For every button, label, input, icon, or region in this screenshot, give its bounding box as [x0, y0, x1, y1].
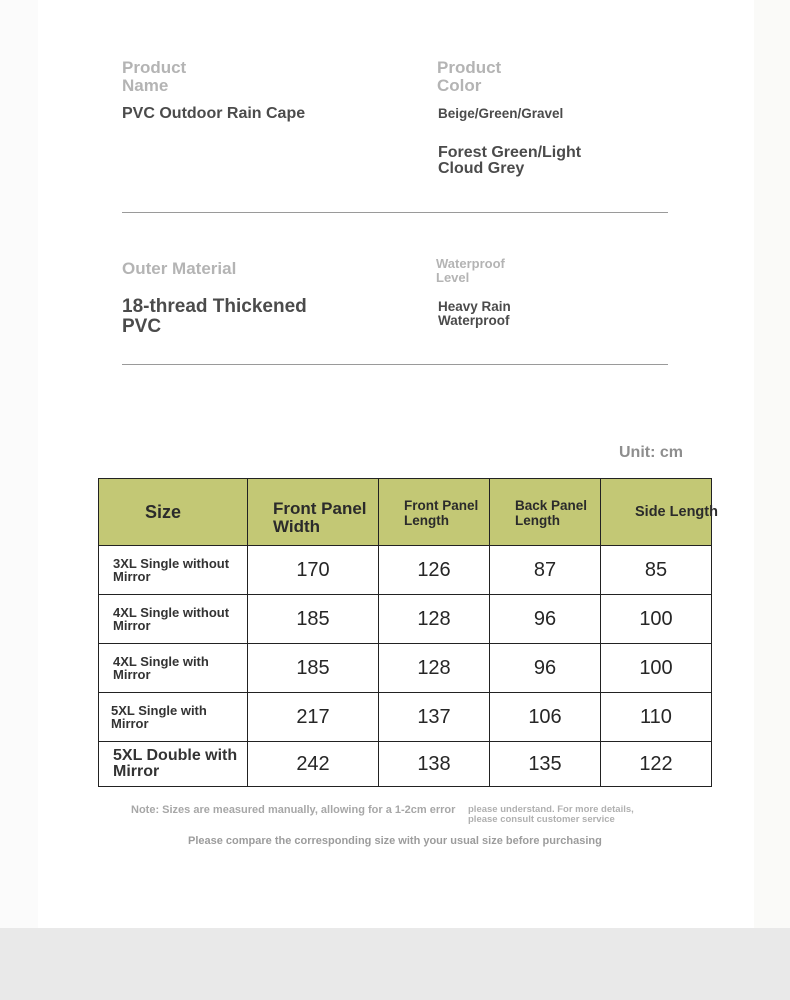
side-length-cell: 85	[601, 546, 712, 595]
size-cell: 5XL Single with Mirror	[99, 693, 248, 742]
front-panel-width-cell: 185	[248, 644, 379, 693]
back-panel-length-cell: 96	[490, 644, 601, 693]
front-panel-length-cell: 126	[379, 546, 490, 595]
front-panel-length-cell: 138	[379, 742, 490, 787]
side-length-cell: 100	[601, 595, 712, 644]
header-front-panel-width: Front Panel Width	[248, 479, 379, 546]
sheet-right-margin	[754, 0, 790, 928]
table-row	[99, 693, 712, 742]
sheet-left-margin	[0, 0, 38, 928]
front-panel-width-cell: 217	[248, 693, 379, 742]
waterproof-level-label: Waterproof Level	[436, 256, 505, 285]
product-name-label: Product Name	[122, 58, 187, 95]
table-row	[99, 546, 712, 595]
back-panel-length-cell: 135	[490, 742, 601, 787]
divider	[122, 364, 668, 365]
size-table	[98, 478, 718, 787]
header-front-panel-length: Front Panel Length	[379, 479, 490, 546]
product-name-value: PVC Outdoor Rain Cape	[122, 105, 306, 122]
front-panel-width-cell: 170	[248, 546, 379, 595]
outer-material-value: 18-thread Thickened PVC	[122, 296, 307, 337]
header-size: Size	[99, 479, 248, 546]
unit-label: Unit: cm	[619, 444, 683, 461]
outer-material-label: Outer Material	[122, 259, 237, 278]
back-panel-length-cell: 87	[490, 546, 601, 595]
front-panel-length-cell: 128	[379, 595, 490, 644]
side-length-cell: 122	[601, 742, 712, 787]
bottom-gray-band	[0, 928, 790, 1000]
size-cell: 3XL Single without Mirror	[99, 546, 248, 595]
waterproof-level-value: Heavy Rain Waterproof	[438, 299, 511, 328]
front-panel-width-cell: 242	[248, 742, 379, 787]
size-compare-note: Please compare the corresponding size with your usual size before purchasing	[188, 835, 602, 847]
side-length-cell: 100	[601, 644, 712, 693]
size-cell: 4XL Single without Mirror	[99, 595, 248, 644]
side-length-cell: 110	[601, 693, 712, 742]
measurement-note-continued: please understand. For more details, please consult customer service	[468, 804, 634, 825]
table-row	[99, 644, 712, 693]
table-row	[99, 742, 712, 787]
front-panel-length-cell: 128	[379, 644, 490, 693]
front-panel-length-cell: 137	[379, 693, 490, 742]
back-panel-length-cell: 96	[490, 595, 601, 644]
header-back-panel-length: Back Panel Length	[490, 479, 601, 546]
back-panel-length-cell: 106	[490, 693, 601, 742]
size-cell: 4XL Single with Mirror	[99, 644, 248, 693]
table-header-row	[99, 479, 712, 546]
measurement-note: Note: Sizes are measured manually, allowing for a 1-2cm error	[131, 804, 456, 816]
header-side-length: Side Length	[601, 479, 712, 546]
front-panel-width-cell: 185	[248, 595, 379, 644]
divider	[122, 212, 668, 213]
product-color-label: Product Color	[437, 58, 502, 95]
size-cell: 5XL Double with Mirror	[99, 742, 248, 787]
product-color-value-1: Beige/Green/Gravel	[438, 106, 564, 121]
table-row	[99, 595, 712, 644]
product-color-value-2: Forest Green/Light Cloud Grey	[438, 144, 582, 177]
